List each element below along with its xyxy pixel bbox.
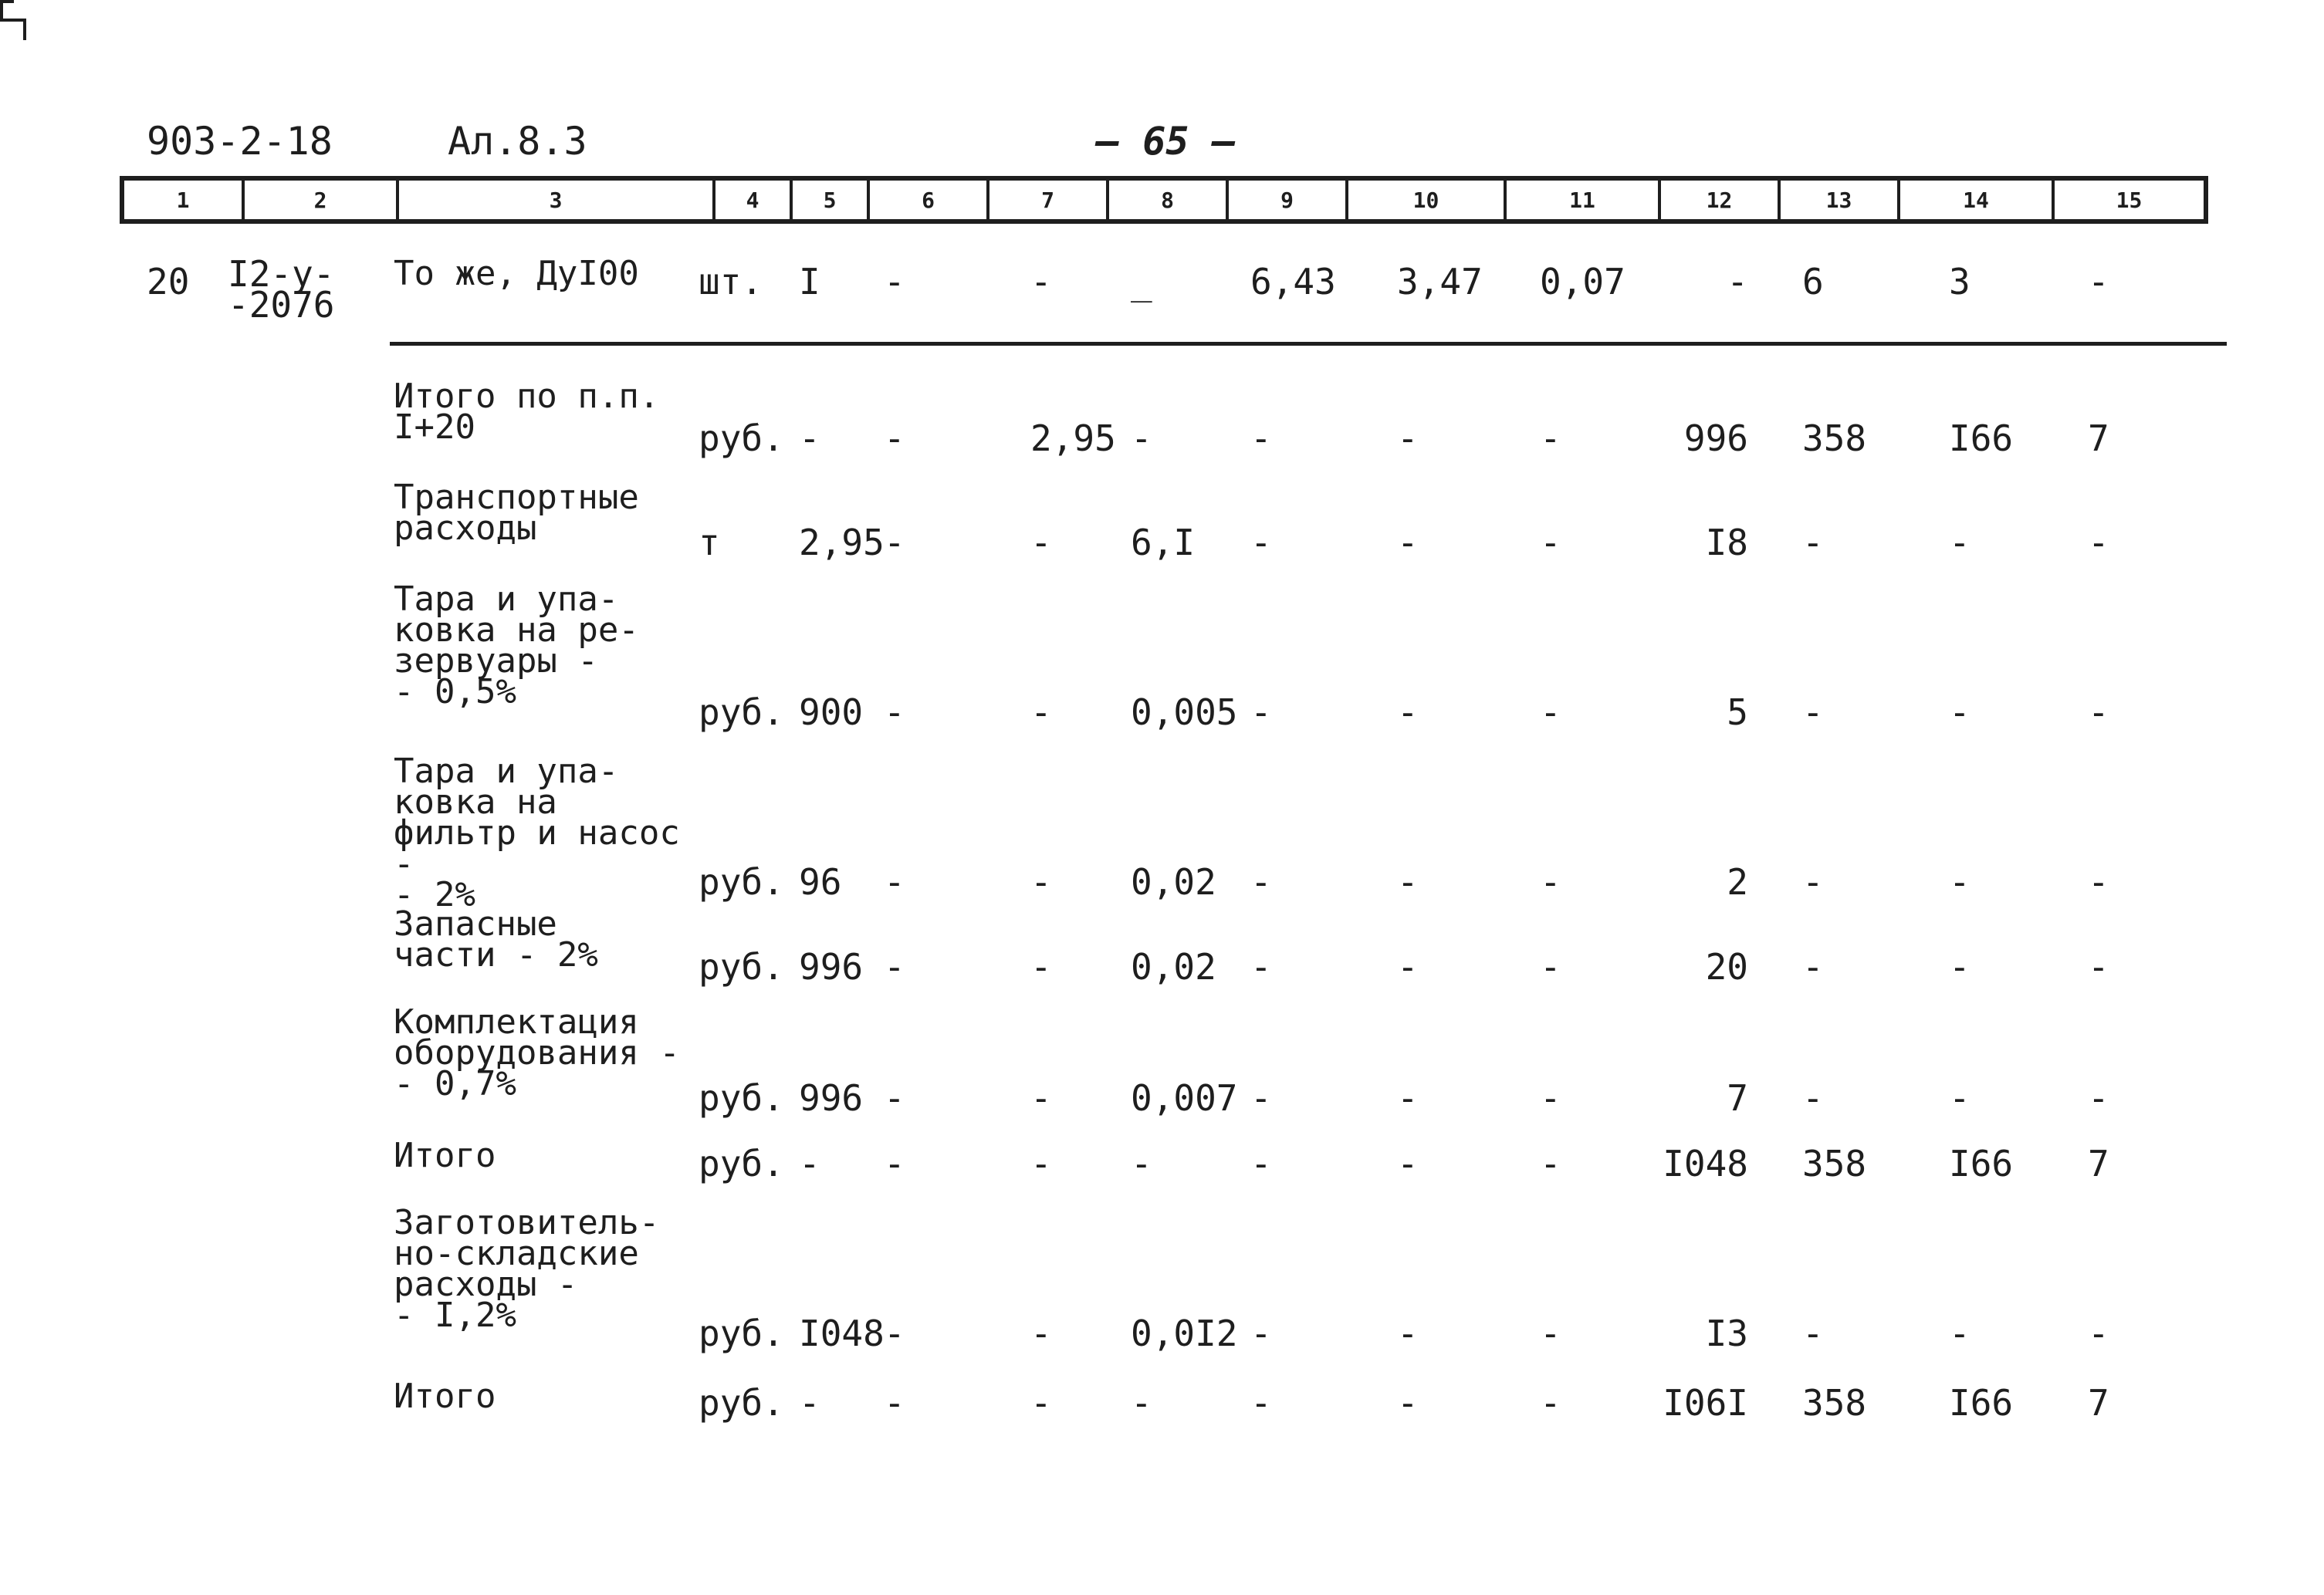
cell-c9: - — [1250, 861, 1272, 903]
cell-c12: 5 — [1727, 691, 1748, 733]
cell-c8: _ — [1131, 261, 1152, 302]
cell-c9: - — [1250, 691, 1272, 733]
column-header-14: 14 — [1900, 181, 2055, 219]
cell-c7: - — [1030, 1313, 1052, 1354]
cell-c11: - — [1540, 1077, 1561, 1119]
cell-c13: - — [1802, 691, 1824, 733]
cell-c8: 0,005 — [1131, 691, 1238, 733]
cell-c10: - — [1397, 1077, 1419, 1119]
cell-c12: I06I — [1663, 1382, 1748, 1424]
column-header-15: 15 — [2116, 187, 2143, 213]
column-header-3: 3 — [399, 181, 715, 219]
cell-c11: - — [1540, 417, 1561, 459]
cell-c15: - — [2088, 691, 2109, 733]
cell-c10: - — [1397, 1143, 1419, 1184]
cell-c9: - — [1250, 1077, 1272, 1119]
cell-c12: 7 — [1727, 1077, 1748, 1119]
cell-unit: руб. — [699, 1313, 784, 1354]
cell-c9: - — [1250, 1382, 1272, 1424]
cell-c9: - — [1250, 1143, 1272, 1184]
cell-c6: - — [884, 1313, 905, 1354]
cell-c10: - — [1397, 861, 1419, 903]
cell-c14: - — [1949, 861, 1970, 903]
cell-c5: 900 — [799, 691, 864, 733]
cell-c6: - — [884, 691, 905, 733]
cell-c12: - — [1727, 261, 1748, 302]
cell-c15: - — [2088, 861, 2109, 903]
column-header-2: 2 — [245, 181, 399, 219]
cell-c7: - — [1030, 946, 1052, 988]
cell-c6: - — [884, 946, 905, 988]
cell-c9: - — [1250, 417, 1272, 459]
cell-c8: 0,0I2 — [1131, 1313, 1238, 1354]
cell-c9: - — [1250, 522, 1272, 563]
cell-c10: - — [1397, 1313, 1419, 1354]
cell-c15: 7 — [2088, 417, 2109, 459]
cell-c9: - — [1250, 1313, 1272, 1354]
cell-c8: 0,02 — [1131, 946, 1216, 988]
column-header-11: 11 — [1507, 181, 1661, 219]
cell-c8: - — [1131, 1382, 1152, 1424]
column-header-7: 7 — [989, 181, 1109, 219]
column-number-bar — [120, 176, 2208, 224]
cell-c14: I66 — [1949, 1143, 2014, 1184]
row-label: Итого — [394, 1377, 496, 1416]
cell-c5: 996 — [799, 1077, 864, 1119]
cell-c10: - — [1397, 522, 1419, 563]
cell-c8: - — [1131, 417, 1152, 459]
column-header-1: 1 — [124, 181, 245, 219]
column-header-9: 9 — [1229, 181, 1348, 219]
album-number: Ал.8.3 — [448, 119, 587, 164]
document-code: 903-2-18 — [147, 119, 333, 164]
cell-unit: руб. — [699, 1382, 784, 1424]
cell-c12: I3 — [1705, 1313, 1748, 1354]
cell-unit: руб. — [699, 946, 784, 988]
cell-unit: руб. — [699, 1077, 784, 1119]
cell-c15: - — [2088, 1077, 2109, 1119]
cell-c13: - — [1802, 522, 1824, 563]
cell-c12: I8 — [1705, 522, 1748, 563]
cell-c6: - — [884, 861, 905, 903]
cell-c14: 3 — [1949, 261, 1970, 302]
cell-c10: - — [1397, 1382, 1419, 1424]
row-label: Тара и упа- ковка на фильтр и насос - - 2% — [394, 752, 680, 914]
row-label: Запасные части - 2% — [394, 904, 598, 975]
cell-c7: - — [1030, 1382, 1052, 1424]
cell-c10: - — [1397, 417, 1419, 459]
cell-c5: - — [799, 1143, 820, 1184]
cell-c5: 96 — [799, 861, 842, 903]
cell-c9: 6,43 — [1250, 261, 1336, 302]
cell-c15: 7 — [2088, 1143, 2109, 1184]
cell-c1: 20 — [147, 261, 190, 302]
cell-c11: - — [1540, 861, 1561, 903]
cell-c8: 0,007 — [1131, 1077, 1238, 1119]
cell-c14: - — [1949, 691, 1970, 733]
cell-unit: т — [699, 522, 720, 563]
cell-c15: - — [2088, 1313, 2109, 1354]
cell-c13: 358 — [1802, 1382, 1867, 1424]
cell-c11: - — [1540, 691, 1561, 733]
column-header-10: 10 — [1348, 181, 1507, 219]
cell-c15: 7 — [2088, 1382, 2109, 1424]
cell-c10: - — [1397, 946, 1419, 988]
cell-c12: 20 — [1705, 946, 1748, 988]
row-code: I2-у- -2076 — [228, 253, 335, 326]
cell-c7: - — [1030, 691, 1052, 733]
cell-c6: - — [884, 1077, 905, 1119]
cell-c6: - — [884, 522, 905, 563]
cell-c7: - — [1030, 522, 1052, 563]
cell-unit: руб. — [699, 861, 784, 903]
cell-c5: 996 — [799, 946, 864, 988]
column-header-8: 8 — [1109, 181, 1229, 219]
cell-c11: - — [1540, 946, 1561, 988]
cell-c5: 2,95 — [799, 522, 885, 563]
cell-unit: шт. — [699, 261, 763, 302]
cell-c13: - — [1802, 861, 1824, 903]
cell-c6: - — [884, 1143, 905, 1184]
row-label: Комплектация оборудования - - 0,7% — [394, 1002, 680, 1103]
cell-unit: руб. — [699, 1143, 784, 1184]
cell-c15: - — [2088, 261, 2109, 302]
cell-c12: 2 — [1727, 861, 1748, 903]
cell-c5: I — [799, 261, 820, 302]
cell-c6: - — [884, 261, 905, 302]
corner-mark-left — [0, 0, 14, 19]
cell-c12: 996 — [1683, 417, 1748, 459]
cell-c9: - — [1250, 946, 1272, 988]
row-label: Итого по п.п. I+20 — [394, 377, 660, 447]
cell-c6: - — [884, 417, 905, 459]
cell-c7: - — [1030, 1077, 1052, 1119]
cell-c5: - — [799, 417, 820, 459]
cell-c14: - — [1949, 946, 1970, 988]
cell-c14: - — [1949, 1313, 1970, 1354]
column-header-5: 5 — [793, 181, 870, 219]
cell-c15: - — [2088, 522, 2109, 563]
cell-c13: 358 — [1802, 1143, 1867, 1184]
section-divider — [390, 342, 2227, 346]
corner-mark-right — [0, 19, 26, 40]
cell-c8: 0,02 — [1131, 861, 1216, 903]
cell-c5: - — [799, 1382, 820, 1424]
cell-c12: I048 — [1663, 1143, 1748, 1184]
cell-c10: 3,47 — [1397, 261, 1483, 302]
cell-c11: - — [1540, 1382, 1561, 1424]
cell-c11: 0,07 — [1540, 261, 1625, 302]
cell-c13: 358 — [1802, 417, 1867, 459]
row-label: То же, ДуI00 — [394, 254, 639, 293]
cell-c13: - — [1802, 1313, 1824, 1354]
cell-c7: - — [1030, 261, 1052, 302]
cell-c11: - — [1540, 1143, 1561, 1184]
cell-c11: - — [1540, 1313, 1561, 1354]
row-label: Тара и упа- ковка на ре- зервуары - - 0,5% — [394, 580, 639, 711]
cell-c7: - — [1030, 1143, 1052, 1184]
cell-c14: I66 — [1949, 417, 2014, 459]
cell-c14: I66 — [1949, 1382, 2014, 1424]
cell-c14: - — [1949, 522, 1970, 563]
cell-c13: - — [1802, 1077, 1824, 1119]
cell-c14: - — [1949, 1077, 1970, 1119]
cell-c11: - — [1540, 522, 1561, 563]
cell-c7: - — [1030, 861, 1052, 903]
row-label: Транспортные расходы — [394, 478, 639, 548]
cell-c13: 6 — [1802, 261, 1824, 302]
cell-c10: - — [1397, 691, 1419, 733]
page-number: — 65 — — [1096, 119, 1236, 164]
cell-c8: 6,I — [1131, 522, 1196, 563]
cell-c6: - — [884, 1382, 905, 1424]
column-header-4: 4 — [715, 181, 793, 219]
column-header-6: 6 — [870, 181, 989, 219]
cell-c8: - — [1131, 1143, 1152, 1184]
cell-c7: 2,95 — [1030, 417, 1116, 459]
column-header-12: 12 — [1661, 181, 1781, 219]
cell-unit: руб. — [699, 691, 784, 733]
column-header-13: 13 — [1781, 181, 1900, 219]
cell-c15: - — [2088, 946, 2109, 988]
cell-unit: руб. — [699, 417, 784, 459]
cell-c5: I048 — [799, 1313, 885, 1354]
row-label: Заготовитель- но-складские расходы - - I,2% — [394, 1203, 660, 1335]
row-label: Итого — [394, 1136, 496, 1175]
cell-c13: - — [1802, 946, 1824, 988]
